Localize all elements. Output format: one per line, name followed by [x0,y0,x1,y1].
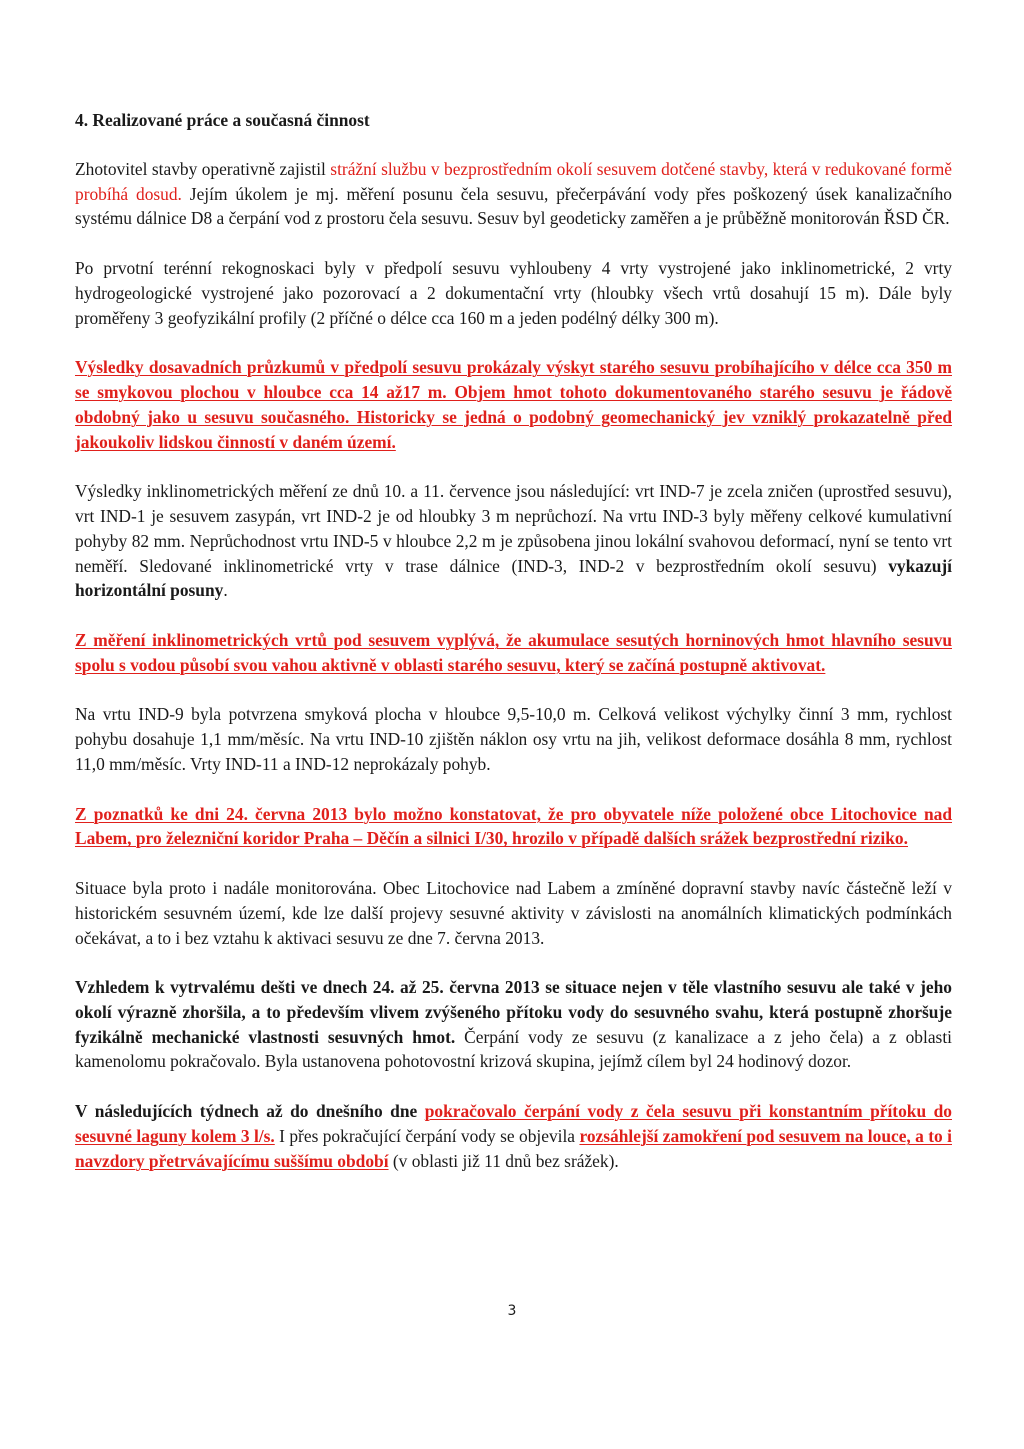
bold-run: vykazují horizontální posuny [75,555,952,601]
section-heading: 4. Realizované práce a současná činnost [75,110,370,130]
highlight-red: strážní službu v bezprostředním okolí sesuvem dotčené stavby, která v redukované formě probíhá dosud. [75,158,952,204]
text-run: Výsledky inklinometrických měření ze dnů 10. a 11. července jsou následující: vrt IND-7 je zcela zničen (uprostřed sesuvu), vrt IND-1 je sesuvem zasypán, vrt IND-2 je od hloubky 3 m neprůchozí. Na vrtu IND-3 byly měřeny celkové kumulativní pohyby 82 mm. Neprůchodnost vrtu IND-5 v hloubce 2,2 m je způsobena jinou lokální svahovou deformací, nyní se tento vrt neměří. Sledované inklinometrické vrty v trase dálnice (IND-3, IND-2 v bezprostředním okolí sesuvu) [75,481,952,576]
paragraph-following-weeks [75,1099,952,1173]
text-run: (v oblasti již 11 dnů bez srážek). [388,1150,619,1171]
bold-run: V následujících týdnech až do dnešního dne [75,1101,425,1122]
paragraph-activation-warning: Z měření inklinometrických vrtů pod sesuvem vyplývá, že akumulace sesutých horninových hmot hlavního sesuvu spolu s vodou působí svou vahou aktivně v oblasti starého sesuvu, který se začíná postupně aktivovat. [75,629,952,675]
text-run: Čerpání vody ze sesuvu (z kanalizace a z jeho čela) a z oblasti kamenolomu pokračovalo. Byla ustanovena pohotovostní krizová skupina, jejímž cílem byl 24 hodinový dozor. [75,1026,952,1072]
paragraph-monitoring: Situace byla proto i nadále monitorována. Obec Litochovice nad Labem a zmíněné dopravní stavby navíc částečně leží v historickém sesuvném území, kde lze další projevy sesuvné aktivity v závislosti na anomálních klimatických podmínkách očekávat, a to i bez vztahu k aktivaci sesuvu ze dne 7. června 2013. [75,877,952,948]
paragraph-old-landslide-findings: Výsledky dosavadních průzkumů v předpolí sesuvu prokázaly výskyt starého sesuvu probíhajícího v délce cca 350 m se smykovou plochou v hloubce cca 14 až17 m. Objem hmot tohoto dokumentovaného starého sesuvu je řádově obdobný jako u sesuvu současného. Historicky se jedná o podobný geomechanický jev vzniklý prokazatelně před jakoukoliv lidskou činností v daném území. [75,357,952,452]
document-page [75,108,952,1198]
paragraph-contractor [75,157,952,231]
highlight-red-underlined: rozsáhlejší zamokření pod sesuvem na louce, a to i navzdory přetrvávajícímu suššímu období [75,1125,952,1171]
highlight-red-underlined: pokračovalo čerpání vody z čela sesuvu při konstantním přítoku do sesuvné laguny kolem 3 l/s. [75,1101,952,1146]
text-run: . [223,580,228,601]
text-run: I přes pokračující čerpání vody se objevila [274,1125,580,1146]
paragraph-inclinometer-results [75,479,952,603]
paragraph-risk-statement: Z poznatků ke dni 24. června 2013 bylo možno konstatovat, že pro obyvatele níže položené obce Litochovice nad Labem, pro železniční koridor Praha – Děčín a silnici I/30, hrozilo v případě dalších srážek bezprostřední riziko. [75,803,952,849]
paragraph-ind9-results: Na vrtu IND-9 byla potvrzena smyková plocha v hloubce 9,5-10,0 m. Celková velikost výchylky činní 3 mm, rychlost pohybu dosahuje 1,1 mm/měsíc. Na vrtu IND-10 zjištěn náklon osy vrtu na jih, velikost deformace dosáhla 8 mm, rychlost 11,0 mm/měsíc. Vrty IND-11 a IND-12 neprokázaly pohyb. [75,704,952,774]
bold-run: Vzhledem k vytrvalému dešti ve dnech 24. až 25. června 2013 se situace nejen v těle vlastního sesuvu ale také v jeho okolí výrazně zhoršila, a to především vlivem zvýšeného přítoku vody do sesuvného svahu, která postupně zhoršuje fyzikálně mechanické vlastnosti sesuvných hmot. [75,977,952,1047]
paragraph-rain-impact [75,975,952,1074]
text-run: Zhotovitel stavby operativně zajistil [75,158,331,179]
paragraph-boreholes: Po prvotní terénní rekognoskaci byly v předpolí sesuvu vyhloubeny 4 vrty vystrojené jako inklinometrické, 2 vrty hydrogeologické vystrojené jako pozorovací a 2 dokumentační vrty (hloubky všech vrtů dosahují 15 m). Dále byly proměřeny 3 geofyzikální profily (2 příčné o délce cca 160 m a jeden podélný délky 300 m). [75,257,952,328]
text-run: Jejím úkolem je mj. měření posunu čela sesuvu, přečerpávání vody přes poškozený úsek kanalizačního systému dálnice D8 a čerpání vod z prostoru čela sesuvu. Sesuv byl geodeticky zaměřen a je průběžně monitorován ŘSD ČR. [75,183,953,229]
page-number: 3 [507,1303,517,1319]
